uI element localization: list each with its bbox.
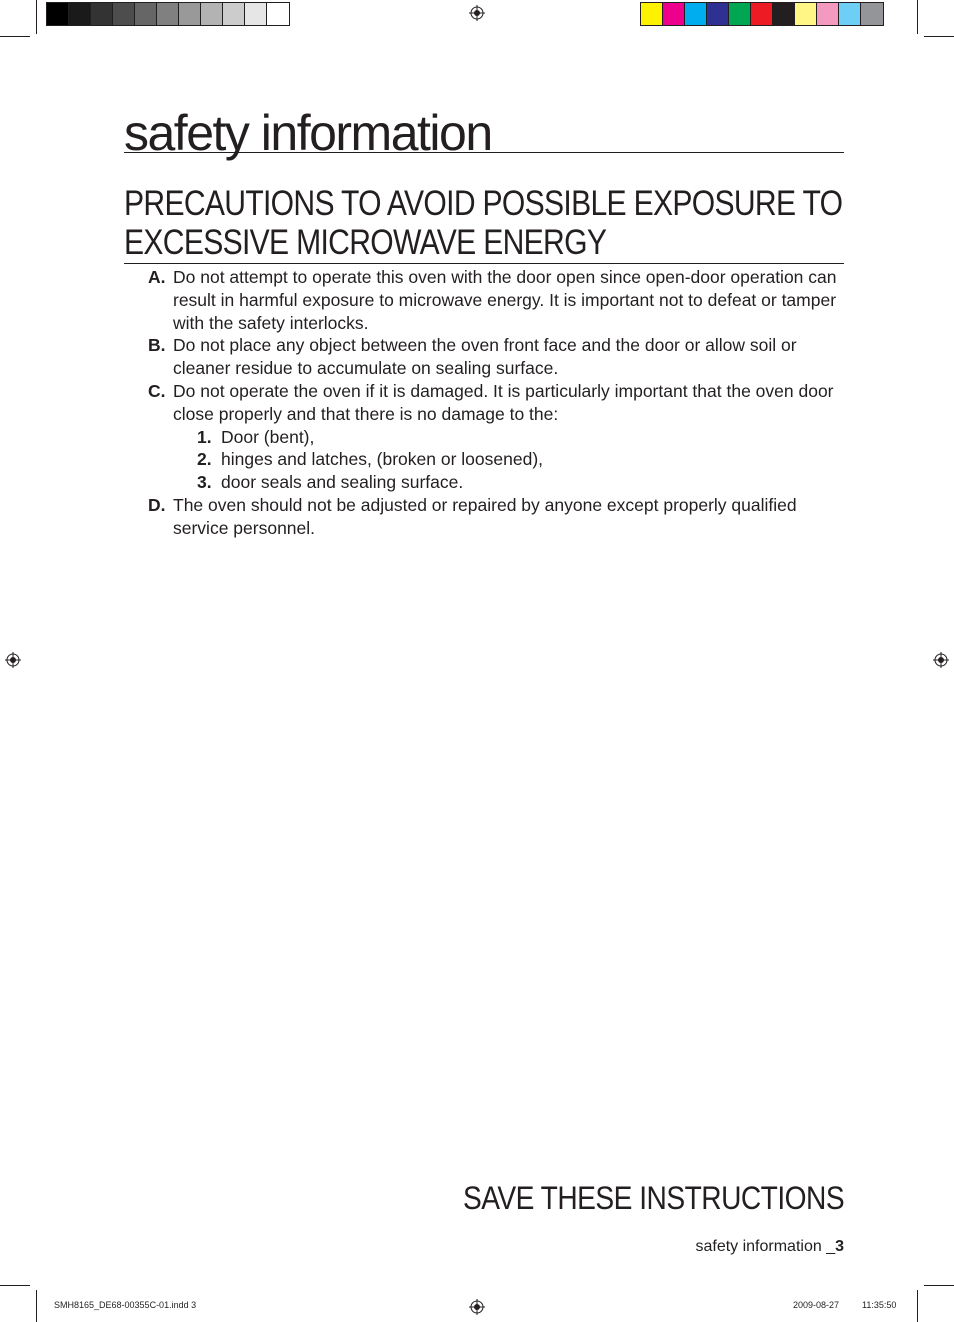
section-heading-line-1: PRECAUTIONS TO AVOID POSSIBLE EXPOSURE TO [124, 184, 843, 223]
list-item-label: D. [148, 494, 166, 515]
crop-mark-bottom-right-horizontal [924, 1285, 954, 1286]
list-item-label: A. [148, 267, 166, 287]
color-swatch [839, 3, 861, 25]
list-item [148, 334, 848, 380]
color-swatch [157, 3, 179, 25]
slug-file-name: SMH8165_DE68-00355C-01.indd 3 [54, 1300, 197, 1310]
sub-list-item-label: 3. [197, 472, 212, 493]
crop-mark-bottom-right-vertical [917, 1290, 918, 1322]
list-item [148, 266, 848, 334]
color-swatch [685, 3, 707, 25]
color-swatch [729, 3, 751, 25]
section-heading-block [124, 184, 844, 264]
crop-mark-bottom-left-horizontal [0, 1285, 30, 1286]
title-rule [124, 104, 844, 161]
crop-mark-top-left-vertical [36, 0, 37, 34]
section-heading-line-2: EXCESSIVE MICROWAVE ENERGY [124, 223, 607, 262]
color-swatch [179, 3, 201, 25]
list-item-label: B. [148, 335, 166, 356]
registration-mark-right-icon [933, 652, 949, 668]
sub-list-item-text: hinges and latches, (broken or loosened), [221, 449, 544, 470]
sub-list-item-text: door seals and sealing surface. [221, 472, 464, 493]
list-item-text: Do not attempt to operate this oven with the door open since open-door operation can result in harmful exposure to microwave energy. It is important not to defeat or tamper with the safety interlocks. [173, 267, 837, 333]
sub-list-item-text: Door (bent), [221, 426, 315, 447]
list-item-text: The oven should not be adjusted or repaired by anyone except properly qualified service personnel. [173, 494, 797, 538]
sub-list-item-label: 1. [197, 426, 212, 447]
registration-mark-top-icon [469, 5, 485, 21]
save-instructions-heading: SAVE THESE INSTRUCTIONS [462, 1180, 844, 1216]
crop-mark-top-right-horizontal [924, 36, 954, 37]
color-swatch [795, 3, 817, 25]
color-swatch [245, 3, 267, 25]
precautions-list [148, 266, 848, 540]
sub-list-item-label: 2. [197, 449, 212, 470]
grayscale-color-bar [46, 2, 290, 26]
color-swatch [861, 3, 883, 25]
color-swatch [751, 3, 773, 25]
section-heading [124, 184, 845, 262]
slug-date: 2009-08-27 [793, 1300, 840, 1310]
page-title: safety information [124, 105, 492, 161]
registration-mark-bottom-icon [469, 1299, 485, 1315]
color-swatch [707, 3, 729, 25]
slug-time: 11:35:50 [862, 1300, 897, 1310]
list-item-text: Do not place any object between the oven front face and the door or allow soil or cleaner residue to accumulate on sealing surface. [173, 335, 797, 379]
page-footer [695, 1238, 844, 1256]
color-swatch [135, 3, 157, 25]
color-swatch [817, 3, 839, 25]
color-swatch [91, 3, 113, 25]
color-swatch [201, 3, 223, 25]
crop-mark-bottom-left-vertical [36, 1290, 37, 1322]
sub-list-item [197, 448, 848, 471]
list-item-text: Do not operate the oven if it is damaged. It is particularly important that the oven door close properly and that there is no damage to the: [173, 380, 834, 424]
color-swatch [267, 3, 289, 25]
list-item [148, 494, 848, 540]
cmyk-color-bar [640, 2, 884, 26]
crop-mark-top-right-vertical [917, 0, 918, 34]
page-number: 3 [835, 1238, 844, 1255]
list-item-label: C. [148, 380, 166, 401]
color-swatch [47, 3, 69, 25]
sub-list-item [197, 471, 848, 494]
color-swatch [663, 3, 685, 25]
color-swatch [641, 3, 663, 25]
color-swatch [223, 3, 245, 25]
registration-mark-left-icon [5, 652, 21, 668]
color-swatch [69, 3, 91, 25]
sub-list-item [197, 426, 848, 449]
color-swatch [113, 3, 135, 25]
footer-section-label: safety information _ [695, 1238, 836, 1255]
color-swatch [773, 3, 795, 25]
list-item [148, 380, 848, 426]
crop-mark-top-left-horizontal [0, 36, 30, 37]
